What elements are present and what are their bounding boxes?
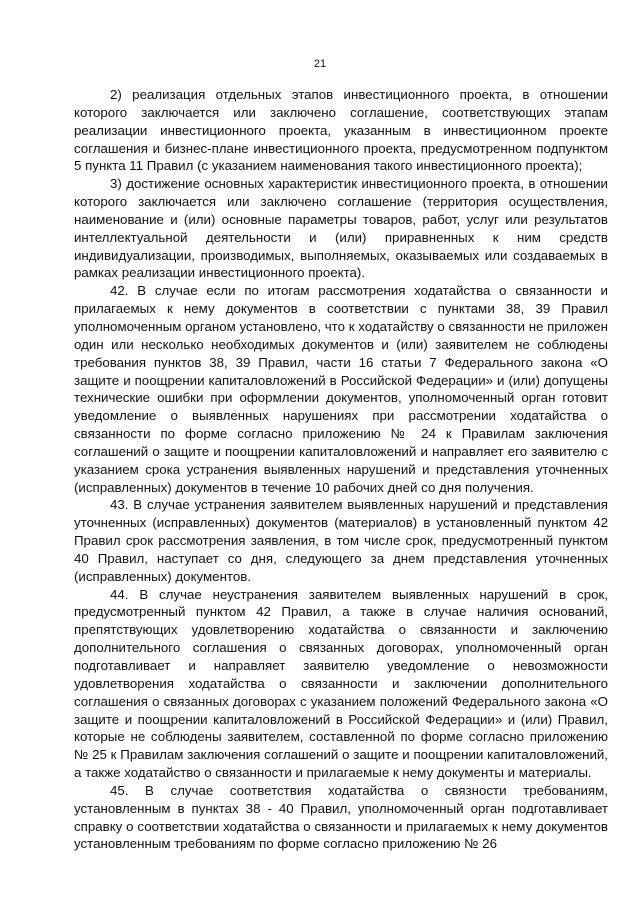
paragraph-item-2: 2) реализация отдельных этапов инвестиционного проекта, в отношении которого заключается или заключено соглашение, соответствующих этапам реализации инвестиционного проекта, указанным в инвестиционном проекте соглашения и бизнес-плане инвестиционного проекта, предусмотренном подпунктом 5 пункта 11 Правил (с указанием наименования такого инвестиционного проекта); xyxy=(74,87,608,174)
paragraph-clause-44: 44. В случае неустранения заявителем выявленных нарушений в срок, предусмотренный пунктом 42 Правил, а также в случае наличия оснований, препятствующих удовлетворению ходатайства о связанности и заключению дополнительного соглашения о связанных договорах, уполномоченный орган подготавливает и направляет заявителю уведомление о невозможности удовлетворения ходатайства о связанности и заключении дополнительного соглашения о связанных договорах с указанием положений Федерального закона «О защите и поощрении капиталовложений в Российской Федерации» и (или) Правил, которые не соблюдены заявителем, составленной по форме согласно приложению № 25 к Правилам заключения соглашений о защите и поощрении капиталовложений, а также ходатайство о связанности и прилагаемые к нему документы и материалы. xyxy=(74,586,608,781)
paragraph-clause-45: 45. В случае соответствия ходатайства о связности требованиям, установленным в пунктах 38 - 40 Правил, уполномоченный орган подготавливает справку о соответствии ходатайства о связанности и прилагаемых к нему документов установленным требованиям по форме согласно приложению № 26 xyxy=(74,782,608,852)
paragraph-clause-43: 43. В случае устранения заявителем выявленных нарушений и представления уточненных (исправленных) документов (материалов) в установленный пунктом 42 Правил срок рассмотрения заявления, в том числе срок, предусмотренный пунктом 40 Правил, наступает со дня, следующего за днем представления уточненных (исправленных) документов. xyxy=(74,497,608,584)
paragraph-item-3: 3) достижение основных характеристик инвестиционного проекта, в отношении которого заключается или заключено соглашение (территория осуществления, наименование и (или) основные параметры товаров, работ, услуг или результатов интеллектуальной деятельности и (или) приравненных к ним средств индивидуализации, производимых, выполняемых, оказываемых или создаваемых в рамках реализации инвестиционного проекта). xyxy=(74,176,608,281)
page-number: 21 xyxy=(313,58,327,70)
paragraph-clause-42: 42. В случае если по итогам рассмотрения ходатайства о связанности и прилагаемых к нему документов в соответствии с пунктами 38, 39 Правил уполномоченным органом установлено, что к ходатайству о связанности не приложен один или несколько необходимых документов и (или) заявителем не соблюдены требования пунктов 38, 39 Правил, части 16 статьи 7 Федерального закона «О защите и поощрении капиталовложений в Российской Федерации» и (или) допущены технические ошибки при оформлении документов, уполномоченный орган готовит уведомление о выявленных нарушениях при рассмотрении ходатайства о связанности по форме согласно приложению № 24 к Правилам заключения соглашений о защите и поощрении капиталовложений и направляет его заявителю с указанием срока устранения выявленных нарушений и представления уточненных (исправленных) документов в течение 10 рабочих дней со дня получения. xyxy=(74,283,608,495)
body-text xyxy=(74,86,608,853)
